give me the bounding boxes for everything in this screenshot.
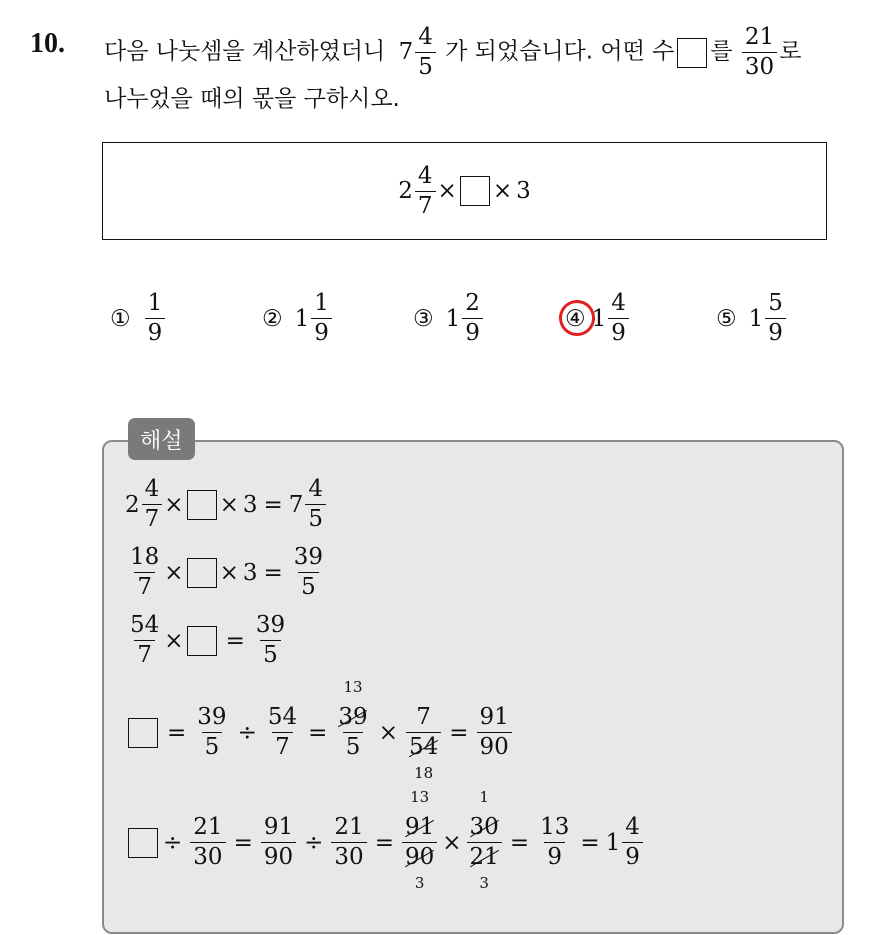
cancel-fraction-1: 13 39 5 [338, 678, 368, 760]
cancel-fraction-2: 7 54 18 [406, 706, 441, 759]
cancel-fraction-4: 1 30 21 3 [467, 816, 502, 869]
choice-whole: 1 [748, 305, 764, 332]
choice-mark: ① [110, 305, 131, 332]
question-text-1: 다음 나눗셈을 계산하였더니 [104, 38, 386, 65]
answer-circle-icon [554, 294, 600, 340]
solution-tag: 해설 [128, 418, 195, 460]
question-line-2: 나누었을 때의 몫을 구하시오. [104, 86, 400, 112]
choice-fraction: $\frac{1}{9}$ [311, 292, 332, 345]
equation-box [102, 142, 827, 240]
solution-line-3: $\frac{54}{7}$ × = $\frac{39}{5}$ [130, 612, 286, 668]
choice-1[interactable] [110, 292, 167, 345]
divisor-fraction: $\frac{21}{30}$ [742, 26, 777, 79]
result-whole: 7 [398, 38, 414, 65]
choice-whole: 1 [591, 305, 607, 332]
eq-times-1: × [437, 178, 457, 204]
question-line-1 [104, 26, 801, 79]
solution-line-1: 2 $\frac{4}{7}$ × × 3 = 7 $\frac{4}{5}$ [125, 478, 328, 531]
unknown-box [187, 490, 217, 520]
choice-4[interactable] [565, 292, 631, 345]
unknown-box [128, 828, 158, 858]
eq-three: 3 [516, 178, 531, 204]
choice-mark: ⑤ [716, 305, 737, 332]
question-text-2: 가 되었습니다. 어떤 수 [445, 38, 675, 65]
unknown-box [187, 626, 217, 656]
choice-mark: ③ [413, 305, 434, 332]
question-number: 10. [30, 28, 65, 59]
solution-line-5: ÷ $\frac{21}{30}$ = $\frac{91}{90}$ ÷ $\frac{21}{30}$ = 13 91 90 3 × 1 30 21 3 = $\frac{13}{9}$ = 1 $\frac{4}{9}$ [125, 816, 645, 869]
unknown-box [677, 38, 707, 68]
choice-whole: 1 [445, 305, 461, 332]
eq-times-2: × [492, 178, 513, 204]
choice-mark: ② [262, 305, 283, 332]
solution-line-2: $\frac{18}{7}$ × × 3 = $\frac{39}{5}$ [130, 544, 324, 600]
choice-fraction: $\frac{5}{9}$ [765, 292, 786, 345]
eq-fraction: $\frac{4}{7}$ [415, 165, 436, 218]
choice-2[interactable] [262, 292, 334, 345]
choice-whole: 1 [294, 305, 310, 332]
question-text-4: 로 [779, 38, 802, 65]
choice-fraction: $\frac{1}{9}$ [145, 292, 166, 345]
choice-fraction: $\frac{2}{9}$ [462, 292, 483, 345]
choice-3[interactable] [413, 292, 485, 345]
eq-unknown-box [460, 176, 490, 206]
cancel-fraction-3: 13 91 90 3 [402, 816, 437, 869]
choice-fraction: $\frac{4}{9}$ [608, 292, 629, 345]
choice-5[interactable] [716, 292, 788, 345]
choice-mark: ④ [565, 306, 586, 332]
unknown-box [187, 558, 217, 588]
unknown-box [128, 718, 158, 748]
solution-line-4: = $\frac{39}{5}$ ÷ $\frac{54}{7}$ = 13 39 5 × 7 54 18 = $\frac{91}{90}$ [125, 706, 514, 759]
result-fraction: $\frac{4}{5}$ [415, 26, 436, 79]
eq-whole: 2 [398, 178, 413, 204]
question-text-3: 를 [710, 38, 733, 65]
